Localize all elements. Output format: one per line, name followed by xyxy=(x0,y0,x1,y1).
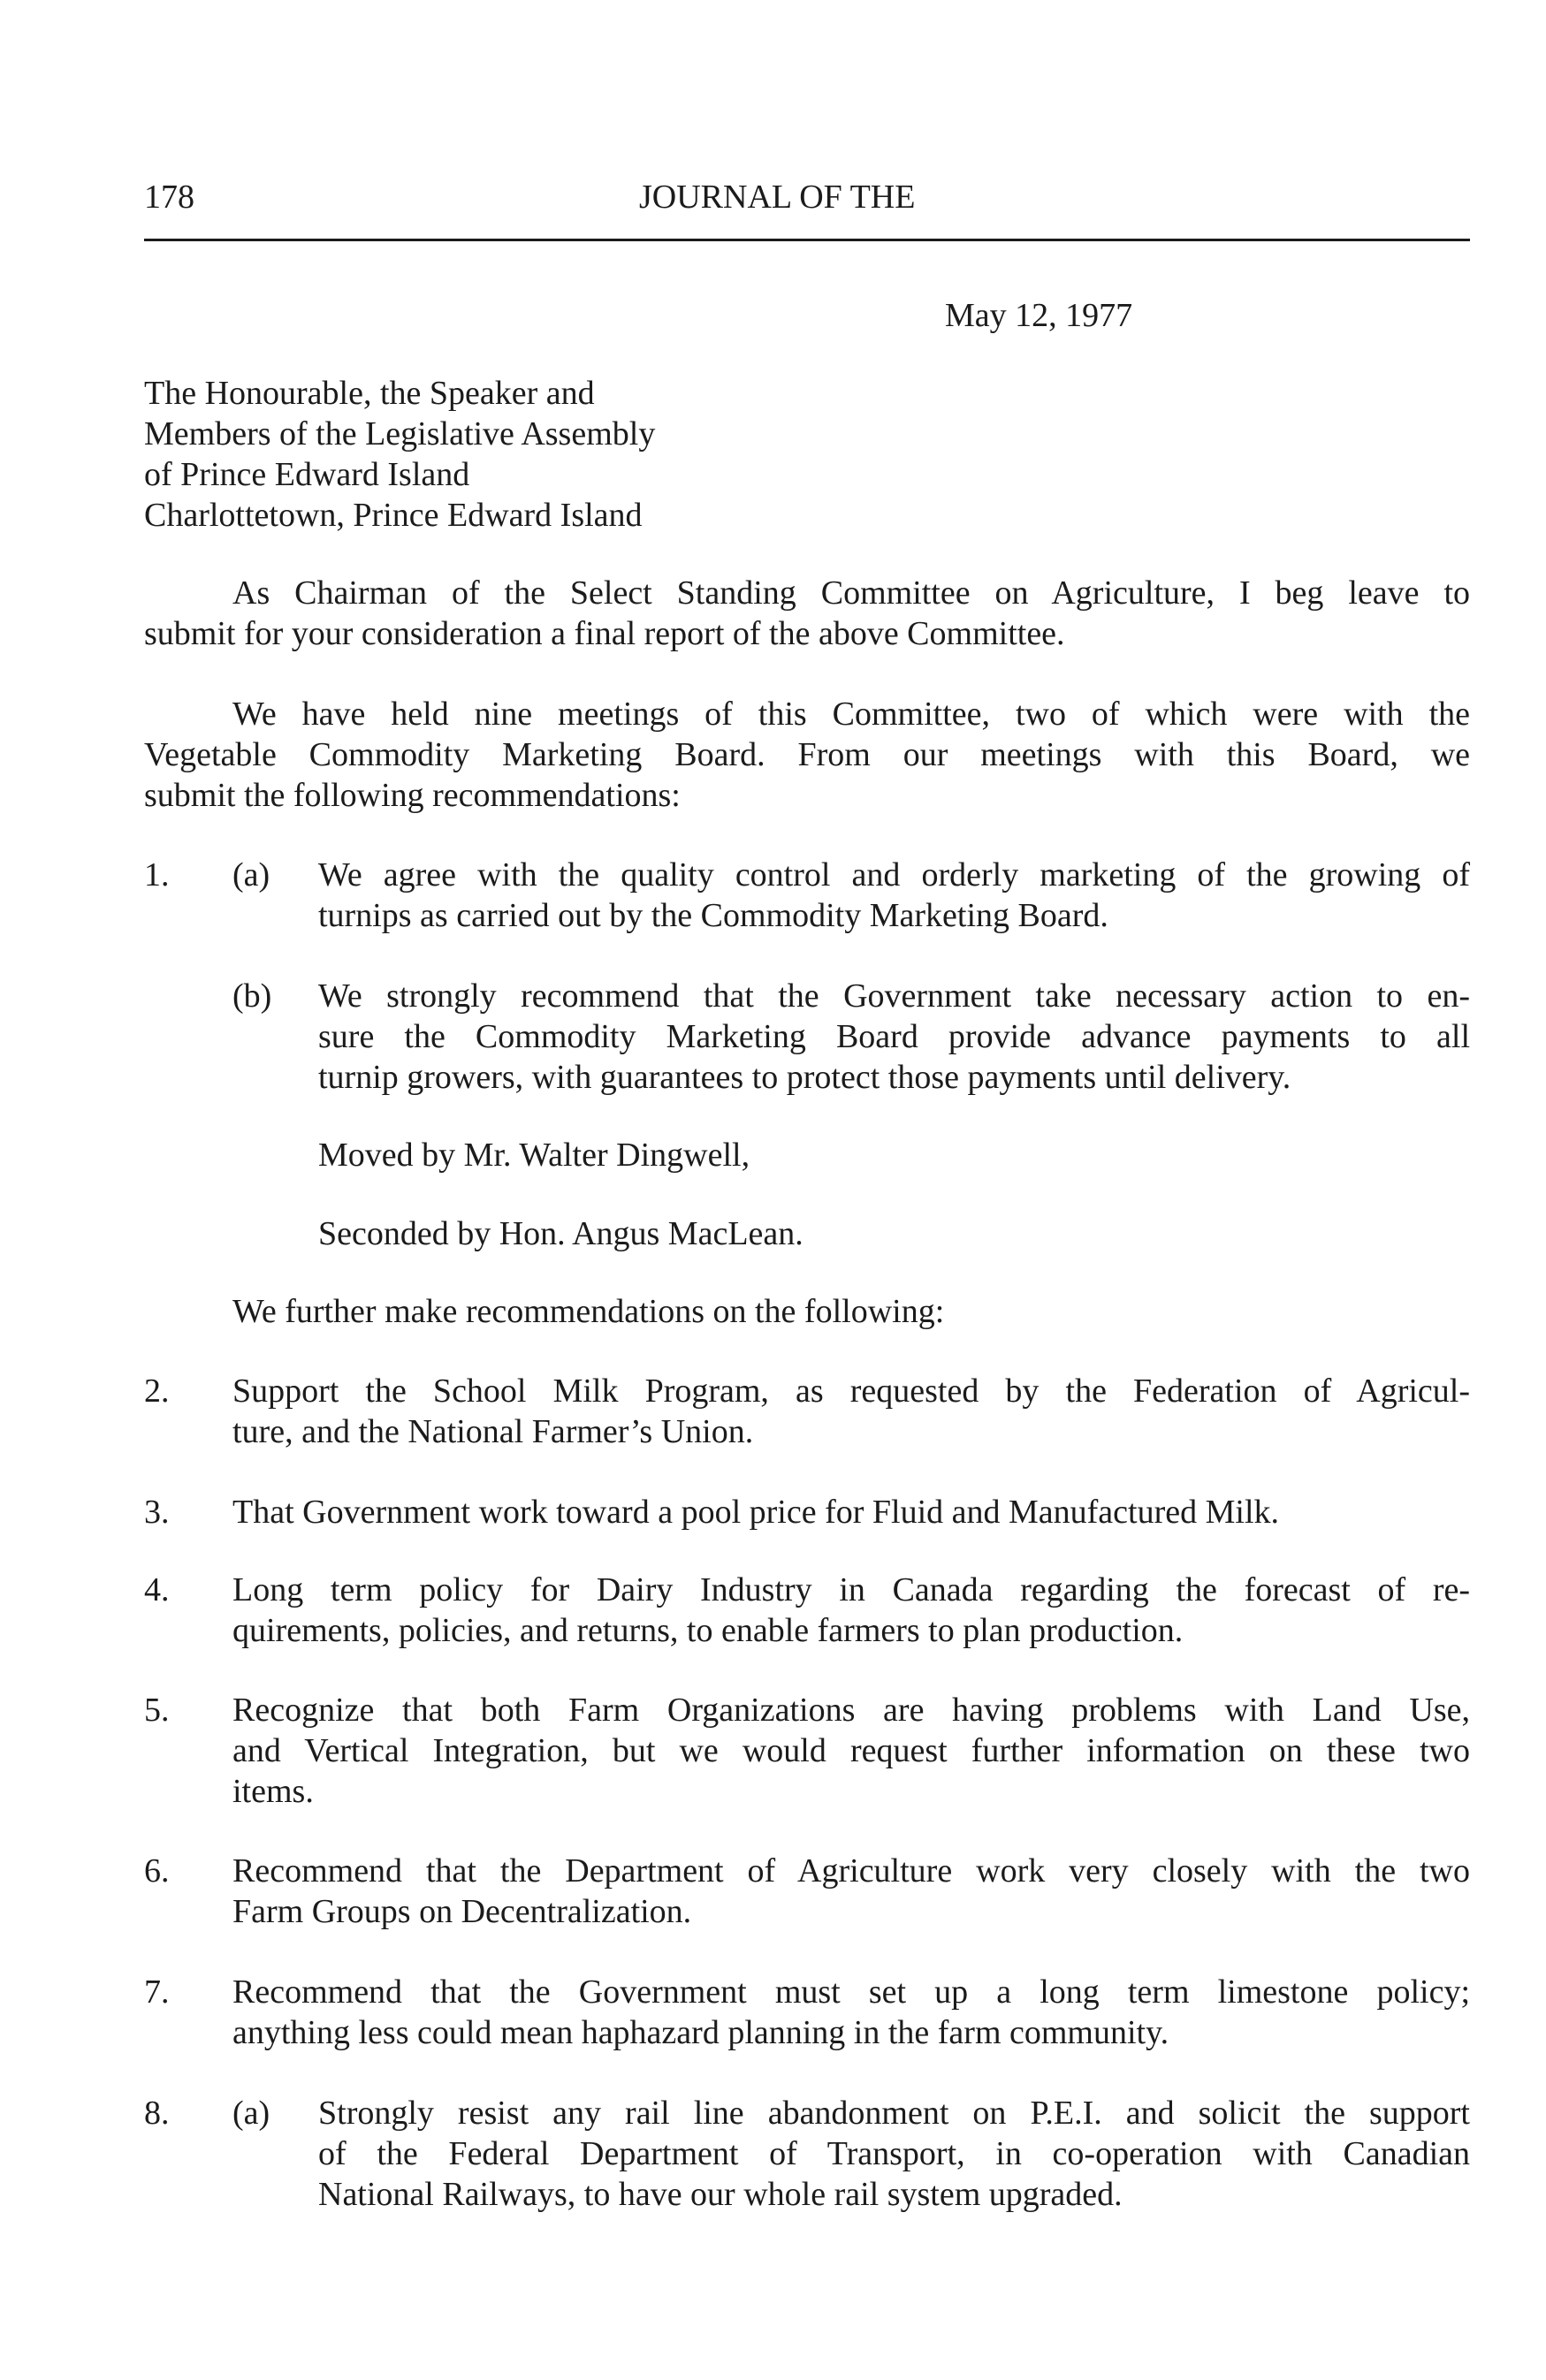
item-line: sure the Commodity Marketing Board provide advance payments to all xyxy=(318,1018,1470,1055)
further-recommendations: We further make recommendations on the following: xyxy=(232,1293,945,1330)
item-number: 6. xyxy=(144,1852,170,1890)
item-line: Recognize that both Farm Organizations are having problems with Land Use, xyxy=(232,1692,1470,1729)
subitem-label: (b) xyxy=(232,977,272,1015)
item-line: Recommend that the Department of Agriculture work very closely with the two xyxy=(232,1852,1470,1890)
item-line: turnip growers, with guarantees to protect those payments until delivery. xyxy=(318,1059,1291,1096)
item-line: Farm Groups on Decentralization. xyxy=(232,1893,692,1930)
item-line: We strongly recommend that the Government take necessary action to en- xyxy=(318,977,1470,1015)
item-line: National Railways, to have our whole rail system upgraded. xyxy=(318,2176,1123,2213)
address-line: of Prince Edward Island xyxy=(144,456,470,493)
running-title: JOURNAL OF THE xyxy=(639,179,916,216)
item-line: We agree with the quality control and orderly marketing of the growing of xyxy=(318,856,1470,893)
page-number: 178 xyxy=(144,179,194,216)
moved-by: Moved by Mr. Walter Dingwell, xyxy=(318,1137,750,1174)
item-line: That Government work toward a pool price for Fluid and Manufactured Milk. xyxy=(232,1494,1280,1531)
paragraph-line: We have held nine meetings of this Committee, two of which were with the xyxy=(232,696,1470,733)
subitem-label: (a) xyxy=(232,2095,270,2132)
item-number: 3. xyxy=(144,1494,170,1531)
letter-date: May 12, 1977 xyxy=(945,297,1133,334)
header-rule xyxy=(144,239,1470,241)
paragraph-line: submit the following recommendations: xyxy=(144,777,681,814)
item-line: Support the School Milk Program, as requested by the Federation of Agricul- xyxy=(232,1372,1470,1410)
item-number: 1. xyxy=(144,856,170,893)
item-number: 4. xyxy=(144,1571,170,1608)
item-line: Strongly resist any rail line abandonment on P.E.I. and solicit the support xyxy=(318,2095,1470,2132)
address-line: Charlottetown, Prince Edward Island xyxy=(144,497,643,534)
address-line: Members of the Legislative Assembly xyxy=(144,415,656,452)
item-number: 5. xyxy=(144,1692,170,1729)
seconded-by: Seconded by Hon. Angus MacLean. xyxy=(318,1215,803,1252)
paragraph-line: submit for your consideration a final report of the above Committee. xyxy=(144,615,1065,652)
item-line: anything less could mean haphazard planning in the farm community. xyxy=(232,2014,1169,2051)
item-number: 8. xyxy=(144,2095,170,2132)
item-line: of the Federal Department of Transport, in co-operation with Canadian xyxy=(318,2135,1470,2172)
item-number: 2. xyxy=(144,1372,170,1410)
item-line: quirements, policies, and returns, to enable farmers to plan production. xyxy=(232,1612,1184,1649)
item-number: 7. xyxy=(144,1973,170,2011)
item-line: turnips as carried out by the Commodity Marketing Board. xyxy=(318,897,1108,934)
subitem-label: (a) xyxy=(232,856,270,893)
address-line: The Honourable, the Speaker and xyxy=(144,375,595,412)
paragraph-line: Vegetable Commodity Marketing Board. From our meetings with this Board, we xyxy=(144,736,1470,773)
item-line: and Vertical Integration, but we would request further information on these two xyxy=(232,1732,1470,1769)
item-line: ture, and the National Farmer’s Union. xyxy=(232,1413,754,1450)
item-line: Recommend that the Government must set up a long term limestone policy; xyxy=(232,1973,1470,2011)
item-line: items. xyxy=(232,1773,314,1810)
paragraph-line: As Chairman of the Select Standing Committee on Agriculture, I beg leave to xyxy=(232,574,1470,612)
item-line: Long term policy for Dairy Industry in Canada regarding the forecast of re- xyxy=(232,1571,1470,1608)
